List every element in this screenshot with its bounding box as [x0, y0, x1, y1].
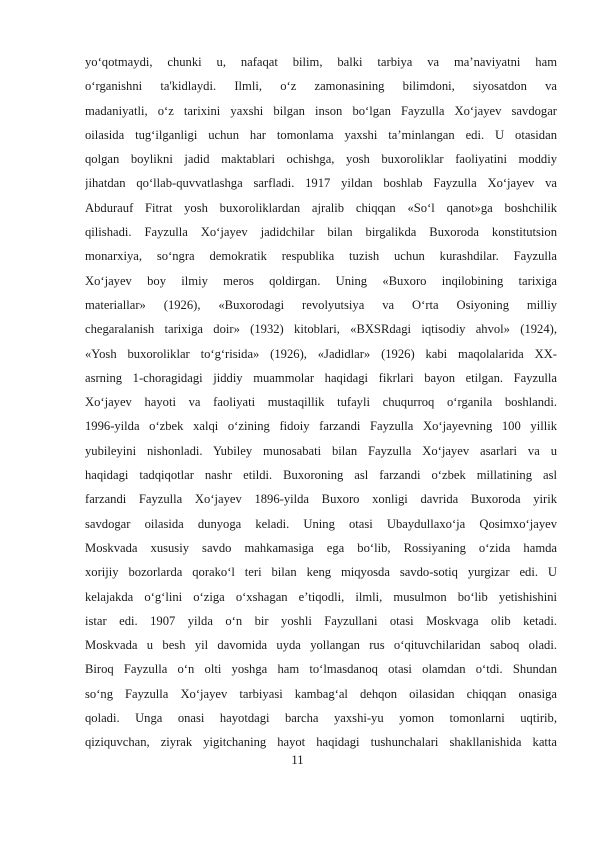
- text-line: asrning 1-choragidagi jiddiy muammolar haqidagi fikrlari bayon etilgan. Fayzulla: [85, 370, 557, 385]
- text-line: chegaralanish tarixiga doir» (1932) kitoblari, «BXSRdagi iqtisodiy ahvol» (1924),: [85, 322, 557, 337]
- text-line: Moskvada xususiy savdo mahkamasiga ega bo‘lib, Rossiyaning o‘zida hamda: [85, 540, 557, 555]
- body-text: [85, 50, 557, 755]
- text-line: xorijiy bozorlarda qorako‘l teri bilan keng miqyosda savdo-sotiq yurgizar edi. U: [85, 565, 557, 580]
- text-line: farzandi Fayzulla Xo‘jayev 1896-yilda Buxoro xonligi davrida Buxoroda yirik: [85, 492, 557, 507]
- text-line: qoladi. Unga onasi hayotdagi barcha yaxshi-yu yomon tomonlarni uqtirib,: [85, 711, 557, 726]
- text-line: monarxiya, so‘ngra demokratik respublika tuzish uchun kurashdilar. Fayzulla: [85, 249, 557, 264]
- text-line: Abdurauf Fitrat yosh buxoroliklardan ajralib chiqqan «So‘l qanot»ga boshchilik: [85, 200, 557, 215]
- text-line: qolgan boylikni jadid maktablari ochishga, yosh buxoroliklar faoliyatini moddiy: [85, 152, 557, 167]
- text-line: materiallar» (1926), «Buxorodagi revolyutsiya va O‘rta Osiyoning milliy: [85, 297, 557, 312]
- text-line: oilasida tug‘ilganligi uchun har tomonlama yaxshi ta’minlangan edi. U otasidan: [85, 127, 557, 142]
- text-line: haqidagi tadqiqotlar nashr etildi. Buxoroning asl farzandi o‘zbek millatining asl: [85, 468, 557, 483]
- text-line: 1996-yilda o‘zbek xalqi o‘zining fidoiy farzandi Fayzulla Xo‘jayevning 100 yillik: [85, 419, 557, 434]
- text-line: Xo‘jayev hayoti va faoliyati mustaqillik tufayli chuqurroq o‘rganila boshlandi.: [85, 395, 557, 410]
- page-number: 11: [291, 753, 304, 767]
- text-line: so‘ng Fayzulla Xo‘jayev tarbiyasi kambag‘al dehqon oilasidan chiqqan onasiga: [85, 686, 557, 701]
- text-line: kelajakda o‘g‘lini o‘ziga o‘xshagan e’tiqodli, ilmli, musulmon bo‘lib yetishishini: [85, 589, 557, 604]
- text-line: Biroq Fayzulla o‘n olti yoshga ham to‘lmasdanoq otasi olamdan o‘tdi. Shundan: [85, 662, 557, 677]
- text-line: yubileyini nishonladi. Yubiley munosabati bilan Fayzulla Xo‘jayev asarlari va u: [85, 443, 557, 458]
- text-line: «Yosh buxoroliklar to‘g‘risida» (1926), «Jadidlar» (1926) kabi maqolalarida XX-: [85, 346, 557, 361]
- text-line: o‘rganishni ta'kidlaydi. Ilmli, o‘z zamonasining bilimdoni, siyosatdon va: [85, 79, 557, 94]
- text-line: madaniyatli, o‘z tarixini yaxshi bilgan inson bo‘lgan Fayzulla Xo‘jayev savdogar: [85, 103, 557, 118]
- text-line: yo‘qotmaydi, chunki u, nafaqat bilim, balki tarbiya va ma’naviyatni ham: [85, 55, 557, 69]
- text-line: savdogar oilasida dunyoga keladi. Uning otasi Ubaydullaxo‘ja Qosimxo‘jayev: [85, 516, 557, 531]
- text-line: Moskvada u besh yil davomida uyda yollangan rus o‘qituvchilaridan saboq oladi.: [85, 638, 557, 653]
- text-line: qiziquvchan, ziyrak yigitchaning hayot haqidagi tushunchalari shakllanishida katta: [85, 735, 557, 750]
- text-line: jihatdan qo‘llab-quvvatlashga sarfladi. 1917 yildan boshlab Fayzulla Xo‘jayev va: [85, 176, 557, 191]
- text-line: istar edi. 1907 yilda o‘n bir yoshli Fayzullani otasi Moskvaga olib ketadi.: [85, 613, 557, 628]
- text-line: Xo‘jayev boy ilmiy meros qoldirgan. Uning «Buxoro inqilobining tarixiga: [85, 273, 557, 288]
- text-line: qilishadi. Fayzulla Xo‘jayev jadidchilar bilan birgalikda Buxoroda konstitutsion: [85, 225, 557, 240]
